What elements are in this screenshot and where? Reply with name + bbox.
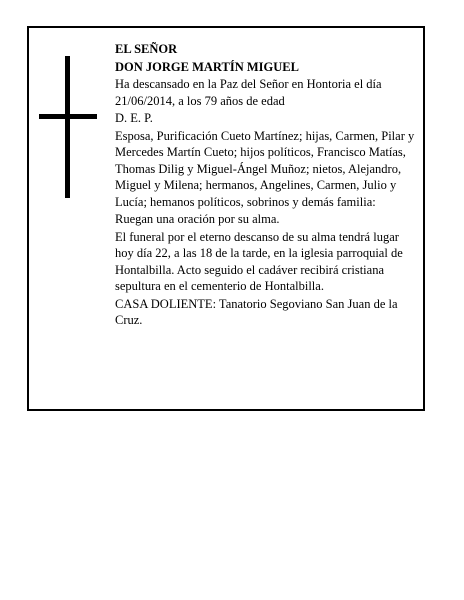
cross-icon [39,56,99,198]
obituary-notice [27,26,425,411]
cross-horizontal-bar [39,114,97,119]
funeral-info: El funeral por el eterno descanso de su alma tendrá lugar hoy día 22, a las 18 de la tarde, en la iglesia parroquial de Hontalbilla. Acto seguido el cadáver recibirá cristiana sepultura en el cementerio de Hontalbilla. [115,229,403,293]
death-statement: Ha descansado en la Paz del Señor en Hontoria el día 21/06/2014, a los 79 años de edad [115,77,382,108]
mourning-home: CASA DOLIENTE: Tanatorio Segoviano San Juan de la Cruz. [115,296,398,327]
notice-title: EL SEÑOR [115,42,178,56]
deceased-name: DON JORGE MARTÍN MIGUEL [115,59,299,74]
family-list: Esposa, Purificación Cueto Martínez; hijas, Carmen, Pilar y Mercedes Martín Cueto; hijos políticos, Francisco Matías, Thomas Dilig y Miguel-Ángel Muñoz; nietos, Alejandro, Miguel y Milena; hermanos, Angelines, Carmen, Julio y Lucía; hemanos políticos, sobrinos y demás familia: [115,128,415,209]
prayer-request: Ruegan una oración por su alma. [115,212,280,226]
rip-line: D. E. P. [115,111,153,125]
notice-text [115,41,420,330]
cross-vertical-bar [65,56,70,198]
